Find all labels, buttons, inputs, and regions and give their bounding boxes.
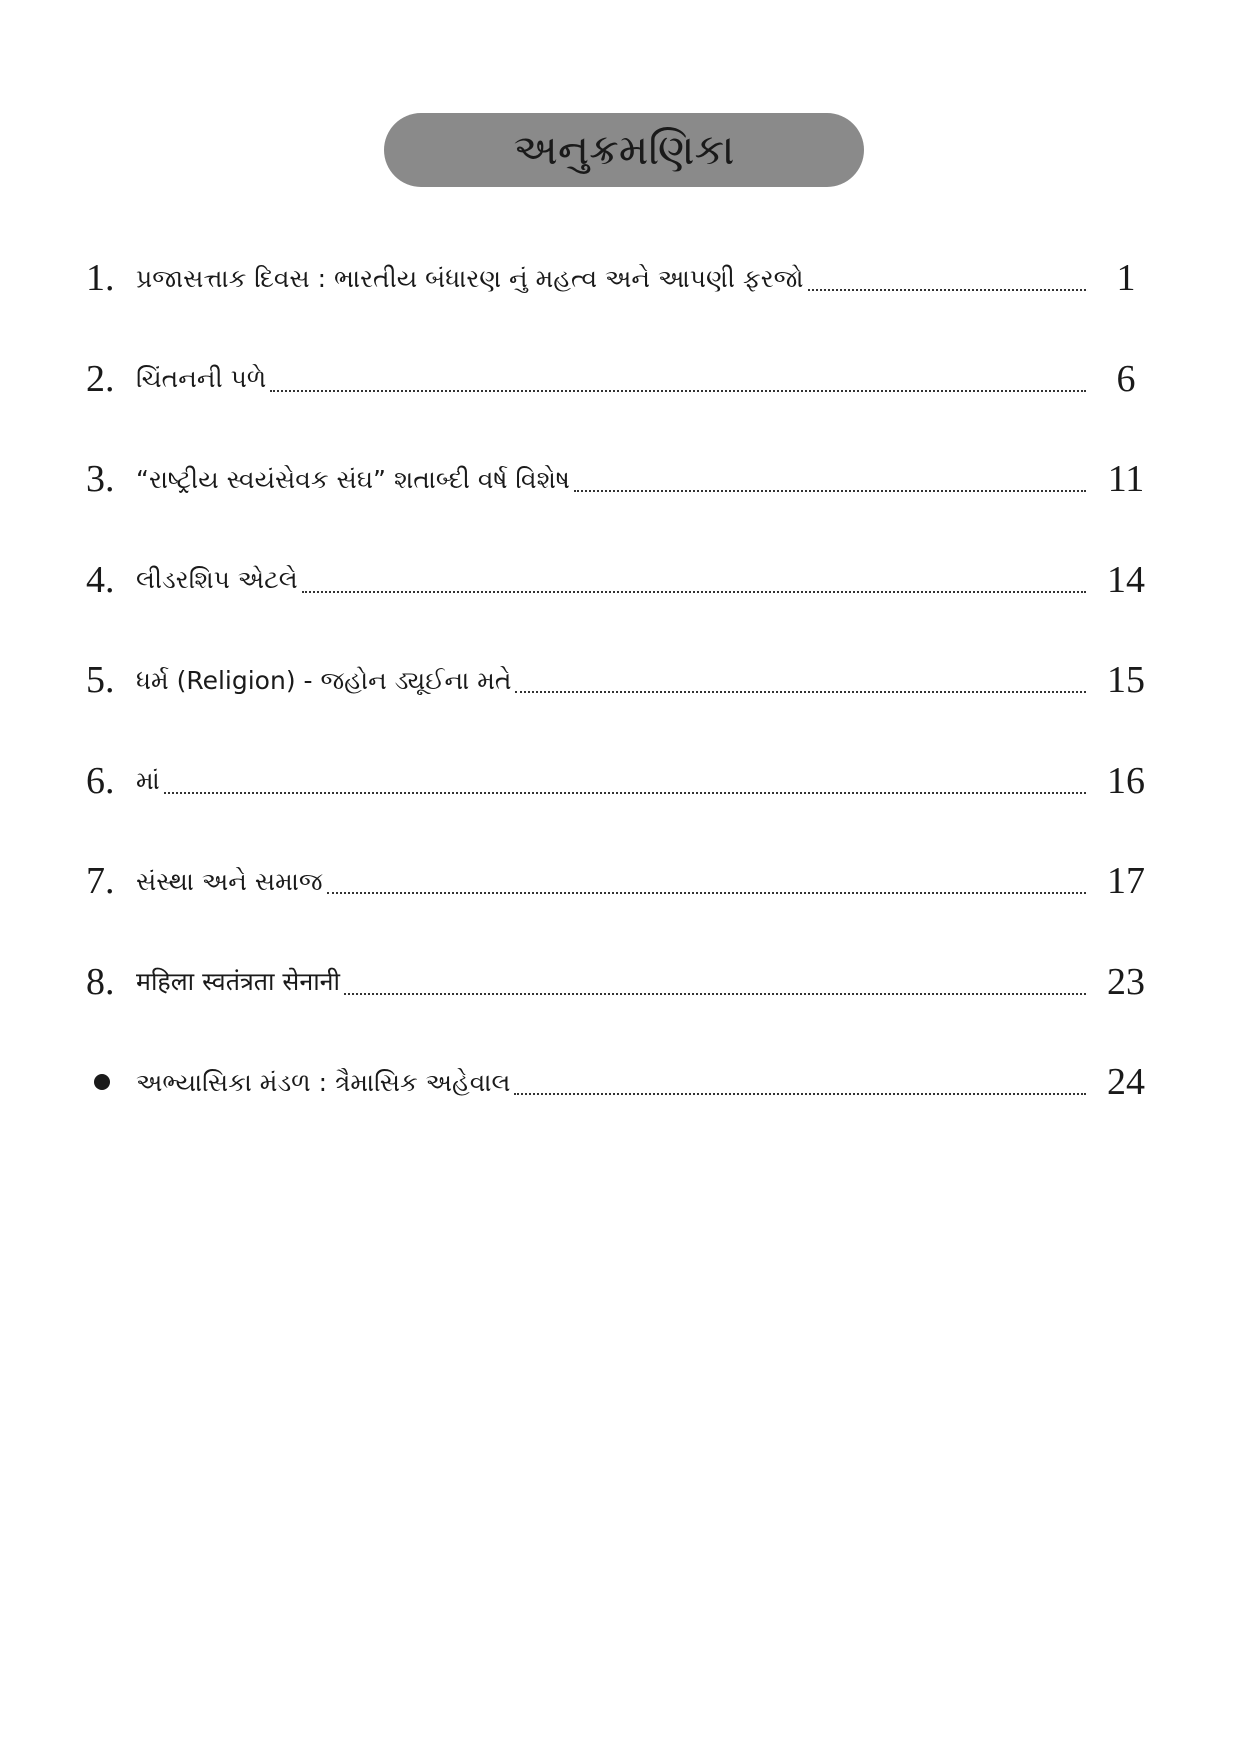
toc-entry-1: [86, 228, 1156, 329]
toc-entry-2: [86, 329, 1156, 430]
toc-entry-title: અભ્યાસિકા મંડળ : ત્રૈમાસિક અહેવાલ: [136, 1067, 511, 1097]
toc-entry-title: પ્રજાસત્તાક દિવસ : ભારતીય બંધારણ નું મહત્વ અને આપણી ફરજો: [136, 263, 804, 293]
toc-entry-8: [86, 932, 1156, 1033]
toc-entry-6: [86, 731, 1156, 832]
toc-entry-page: 11: [1107, 458, 1145, 501]
toc-entry-title: महिला स्वतंत्रता सेनानी: [136, 967, 341, 997]
toc-entry-page: 23: [1107, 960, 1145, 1003]
toc-entry-number: 3.: [86, 458, 115, 501]
toc-entry-number: 7.: [86, 860, 115, 903]
toc-entry-page: 6: [1116, 357, 1136, 400]
dot-leader: [164, 792, 1086, 794]
toc-entry-title: સંસ્થા અને સમાજ: [136, 866, 323, 896]
toc-entry-page: 14: [1107, 558, 1145, 601]
dot-leader: [808, 289, 1086, 291]
toc-entry-number: 1.: [86, 257, 115, 300]
table-of-contents: [86, 228, 1156, 1133]
dot-leader: [344, 993, 1086, 995]
page-title: અનુક્રમણિકા: [513, 125, 735, 174]
toc-entry-page: 15: [1107, 659, 1145, 702]
dot-leader: [327, 892, 1087, 894]
dot-leader: [515, 691, 1086, 693]
bullet-icon: [86, 1074, 132, 1090]
toc-entry-title: માં: [136, 766, 160, 796]
toc-entry-4: [86, 530, 1156, 631]
title-banner: [384, 113, 864, 187]
toc-entry-title: “રાષ્ટ્રીય સ્વયંસેવક સંઘ” શતાબ્દી વર્ષ વિશેષ: [136, 464, 570, 494]
toc-entry-number: 4.: [86, 558, 115, 601]
dot-leader: [514, 1093, 1086, 1095]
toc-entry-title: ચિંતનની પળે: [136, 364, 267, 394]
toc-entry-number: 6.: [86, 759, 115, 802]
toc-entry-title: ધર્મ (Religion) - જહોન ડ્યૂઈના મતે: [136, 665, 512, 695]
toc-entry-page: 17: [1107, 860, 1145, 903]
toc-entry-page: 24: [1107, 1061, 1145, 1104]
toc-entry-5: [86, 630, 1156, 731]
toc-entry-title: લીડરશિપ એટલે: [136, 565, 298, 595]
toc-entry-page: 1: [1116, 257, 1136, 300]
toc-entry-number: 2.: [86, 357, 115, 400]
toc-entry-bullet: [86, 1032, 1156, 1133]
toc-entry-number: 8.: [86, 960, 115, 1003]
toc-entry-number: 5.: [86, 659, 115, 702]
toc-entry-page: 16: [1107, 759, 1145, 802]
toc-entry-7: [86, 831, 1156, 932]
dot-leader: [574, 490, 1086, 492]
dot-leader: [270, 390, 1086, 392]
toc-entry-3: [86, 429, 1156, 530]
dot-leader: [302, 591, 1086, 593]
